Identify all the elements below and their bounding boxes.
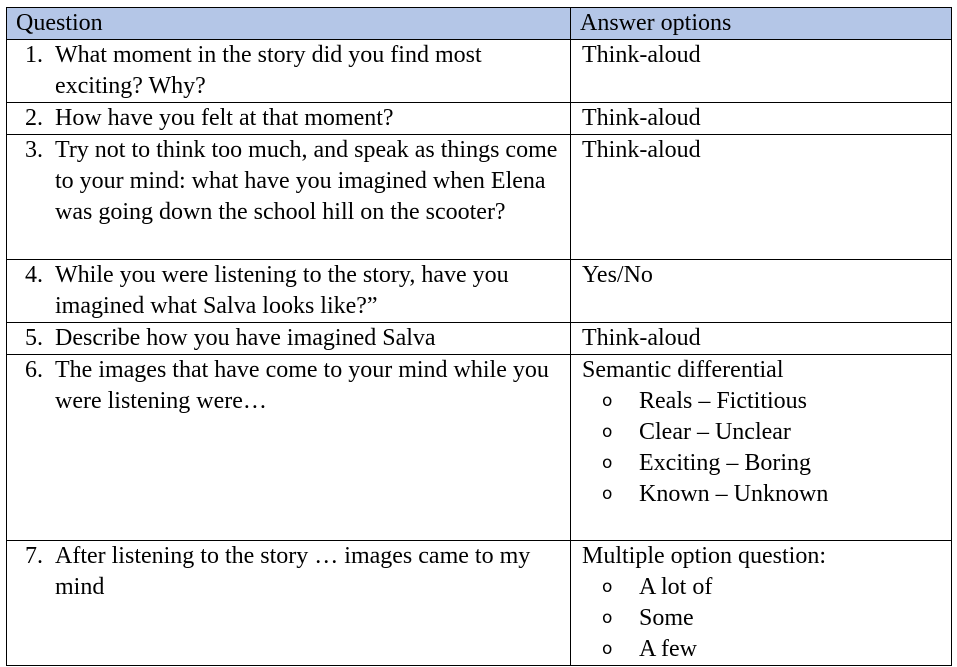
table-row bbox=[7, 260, 952, 323]
question-text: Try not to think too much, and speak as things come to your mind: what have you imagined when Elena was going down the school hill on the scooter? bbox=[55, 137, 558, 225]
answer-cell bbox=[571, 135, 952, 260]
bullet-icon: o bbox=[602, 608, 613, 628]
answer-cell bbox=[571, 103, 952, 135]
question-text: After listening to the story … images came to my mind bbox=[55, 543, 531, 600]
answer-cell bbox=[571, 40, 952, 103]
answer-type: Yes/No bbox=[582, 262, 653, 288]
question-cell bbox=[7, 541, 571, 666]
list-item bbox=[582, 479, 951, 510]
option-text: Clear – Unclear bbox=[639, 419, 791, 445]
question-number: 1. bbox=[25, 42, 43, 68]
question-text: What moment in the story did you find most exciting? Why? bbox=[55, 42, 482, 99]
question-cell bbox=[7, 40, 571, 103]
bullet-icon: o bbox=[602, 391, 613, 411]
question-cell bbox=[7, 260, 571, 323]
question-text: Describe how you have imagined Salva bbox=[55, 325, 436, 351]
question-number: 5. bbox=[25, 325, 43, 351]
header-answer-options: Answer options bbox=[571, 8, 952, 40]
question-text: While you were listening to the story, have you imagined what Salva looks like?” bbox=[55, 262, 509, 319]
list-item bbox=[582, 572, 951, 603]
option-text: Some bbox=[639, 605, 694, 631]
question-number: 3. bbox=[25, 137, 43, 163]
answer-type: Multiple option question: bbox=[582, 543, 826, 569]
question-cell bbox=[7, 103, 571, 135]
header-question: Question bbox=[7, 8, 571, 40]
bullet-icon: o bbox=[602, 453, 613, 473]
question-text: How have you felt at that moment? bbox=[55, 105, 394, 131]
answer-cell bbox=[571, 355, 952, 541]
question-number: 4. bbox=[25, 262, 43, 288]
bullet-icon: o bbox=[602, 639, 613, 659]
question-cell bbox=[7, 135, 571, 260]
question-cell bbox=[7, 355, 571, 541]
header-row bbox=[7, 8, 952, 40]
bullet-icon: o bbox=[602, 484, 613, 504]
table-row bbox=[7, 135, 952, 260]
answer-type: Semantic differential bbox=[582, 357, 784, 383]
option-list bbox=[582, 386, 951, 510]
bullet-icon: o bbox=[602, 577, 613, 597]
bullet-icon: o bbox=[602, 422, 613, 442]
table-row bbox=[7, 40, 952, 103]
option-text: A few bbox=[639, 636, 697, 662]
answer-cell bbox=[571, 260, 952, 323]
question-number: 2. bbox=[25, 105, 43, 131]
answer-type: Think-aloud bbox=[582, 137, 701, 163]
answer-type: Think-aloud bbox=[582, 325, 701, 351]
option-text: A lot of bbox=[639, 574, 713, 600]
answer-type: Think-aloud bbox=[582, 42, 701, 68]
option-text: Exciting – Boring bbox=[639, 450, 811, 476]
table-row bbox=[7, 323, 952, 355]
question-number: 7. bbox=[25, 543, 43, 569]
list-item bbox=[582, 634, 951, 665]
table-row bbox=[7, 355, 952, 541]
question-number: 6. bbox=[25, 357, 43, 383]
option-list bbox=[582, 572, 951, 665]
question-text: The images that have come to your mind while you were listening were… bbox=[55, 357, 549, 414]
option-text: Known – Unknown bbox=[639, 481, 829, 507]
list-item bbox=[582, 386, 951, 417]
answer-cell bbox=[571, 323, 952, 355]
answer-type: Think-aloud bbox=[582, 105, 701, 131]
list-item bbox=[582, 448, 951, 479]
list-item bbox=[582, 603, 951, 634]
table-row bbox=[7, 541, 952, 666]
survey-questions-table bbox=[6, 7, 952, 666]
answer-cell bbox=[571, 541, 952, 666]
table-row bbox=[7, 103, 952, 135]
list-item bbox=[582, 417, 951, 448]
option-text: Reals – Fictitious bbox=[639, 388, 807, 414]
question-cell bbox=[7, 323, 571, 355]
